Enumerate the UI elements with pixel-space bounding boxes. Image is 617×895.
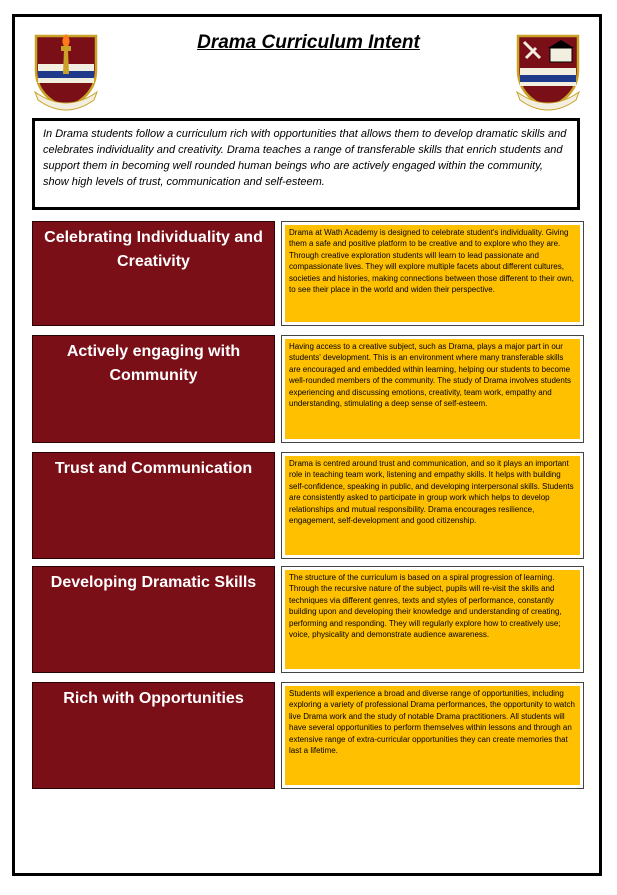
text-box-celebrating-individuality bbox=[281, 221, 584, 326]
heading-rich-opportunities: Rich with Opportunities bbox=[32, 682, 275, 789]
text-celebrating-individuality: Drama at Wath Academy is designed to celebrate student's individuality. Giving them a safe and positive platform to be creative and to explore who they are. Through creative exploration students will learn to lead passionate and compassionate lives. They will explore multiple facets about different cultures, societies and histories, making connections between those different to their own, to see their place in the world and widen their perspective. bbox=[285, 225, 580, 322]
heading-trust-communication: Trust and Communication bbox=[32, 452, 275, 559]
heading-celebrating-individuality: Celebrating Individuality and Creativity bbox=[32, 221, 275, 326]
text-box-trust-communication bbox=[281, 452, 584, 559]
text-actively-engaging: Having access to a creative subject, such as Drama, plays a major part in our students' development. This is an environment where many transferable skills are encouraged and embedded within learning, helping our students to become well-rounded members of the community. The study of Drama involves students experiencing and discussing emotions, creativity, team work, empathy and understanding, stimulating a deep sense of self-esteem. bbox=[285, 339, 580, 439]
text-trust-communication: Drama is centred around trust and communication, and so it plays an important role in teaching team work, listening and empathy skills. It helps with building self-confidence, speaking in public, and developing interpersonal skills. Students are consistently asked to participate in group work which helps to develop relationships and mutual responsibility. Drama encourages resilience, engagement, self-development and good citizenship. bbox=[285, 456, 580, 555]
text-box-actively-engaging bbox=[281, 335, 584, 443]
text-developing-skills: The structure of the curriculum is based on a spiral progression of learning. Through the recursive nature of the subject, pupils will re-visit the skills and techniques via different genres, texts and styles of performance, constantly building upon and developing their knowledge and understanding of creating, performing and responding. They will regularly explore how to creatively use; voice, physicality and demonstrate audience awareness. bbox=[285, 570, 580, 669]
page-title: Drama Curriculum Intent bbox=[197, 32, 420, 53]
heading-actively-engaging: Actively engaging with Community bbox=[32, 335, 275, 443]
text-box-rich-opportunities bbox=[281, 682, 584, 789]
text-rich-opportunities: Students will experience a broad and diverse range of opportunities, including exploring a variety of professional Drama performances, the opportunity to watch live Drama work and the study of notable Drama practitioners. All students will have several opportunities to perform themselves within lessons and through an extensive range of extra-curricular opportunities they can create memories that last a lifetime. bbox=[285, 686, 580, 785]
heading-developing-skills: Developing Dramatic Skills bbox=[32, 566, 275, 673]
intent-statement: In Drama students follow a curriculum rich with opportunities that allows them to develop dramatic skills and celebrates individuality and creativity. Drama teaches a range of transferable skills that enrich students and support them in becoming well rounded human beings who are actively engaged within the community, show high levels of trust, communication and self-esteem. bbox=[32, 118, 580, 210]
text-box-developing-skills bbox=[281, 566, 584, 673]
